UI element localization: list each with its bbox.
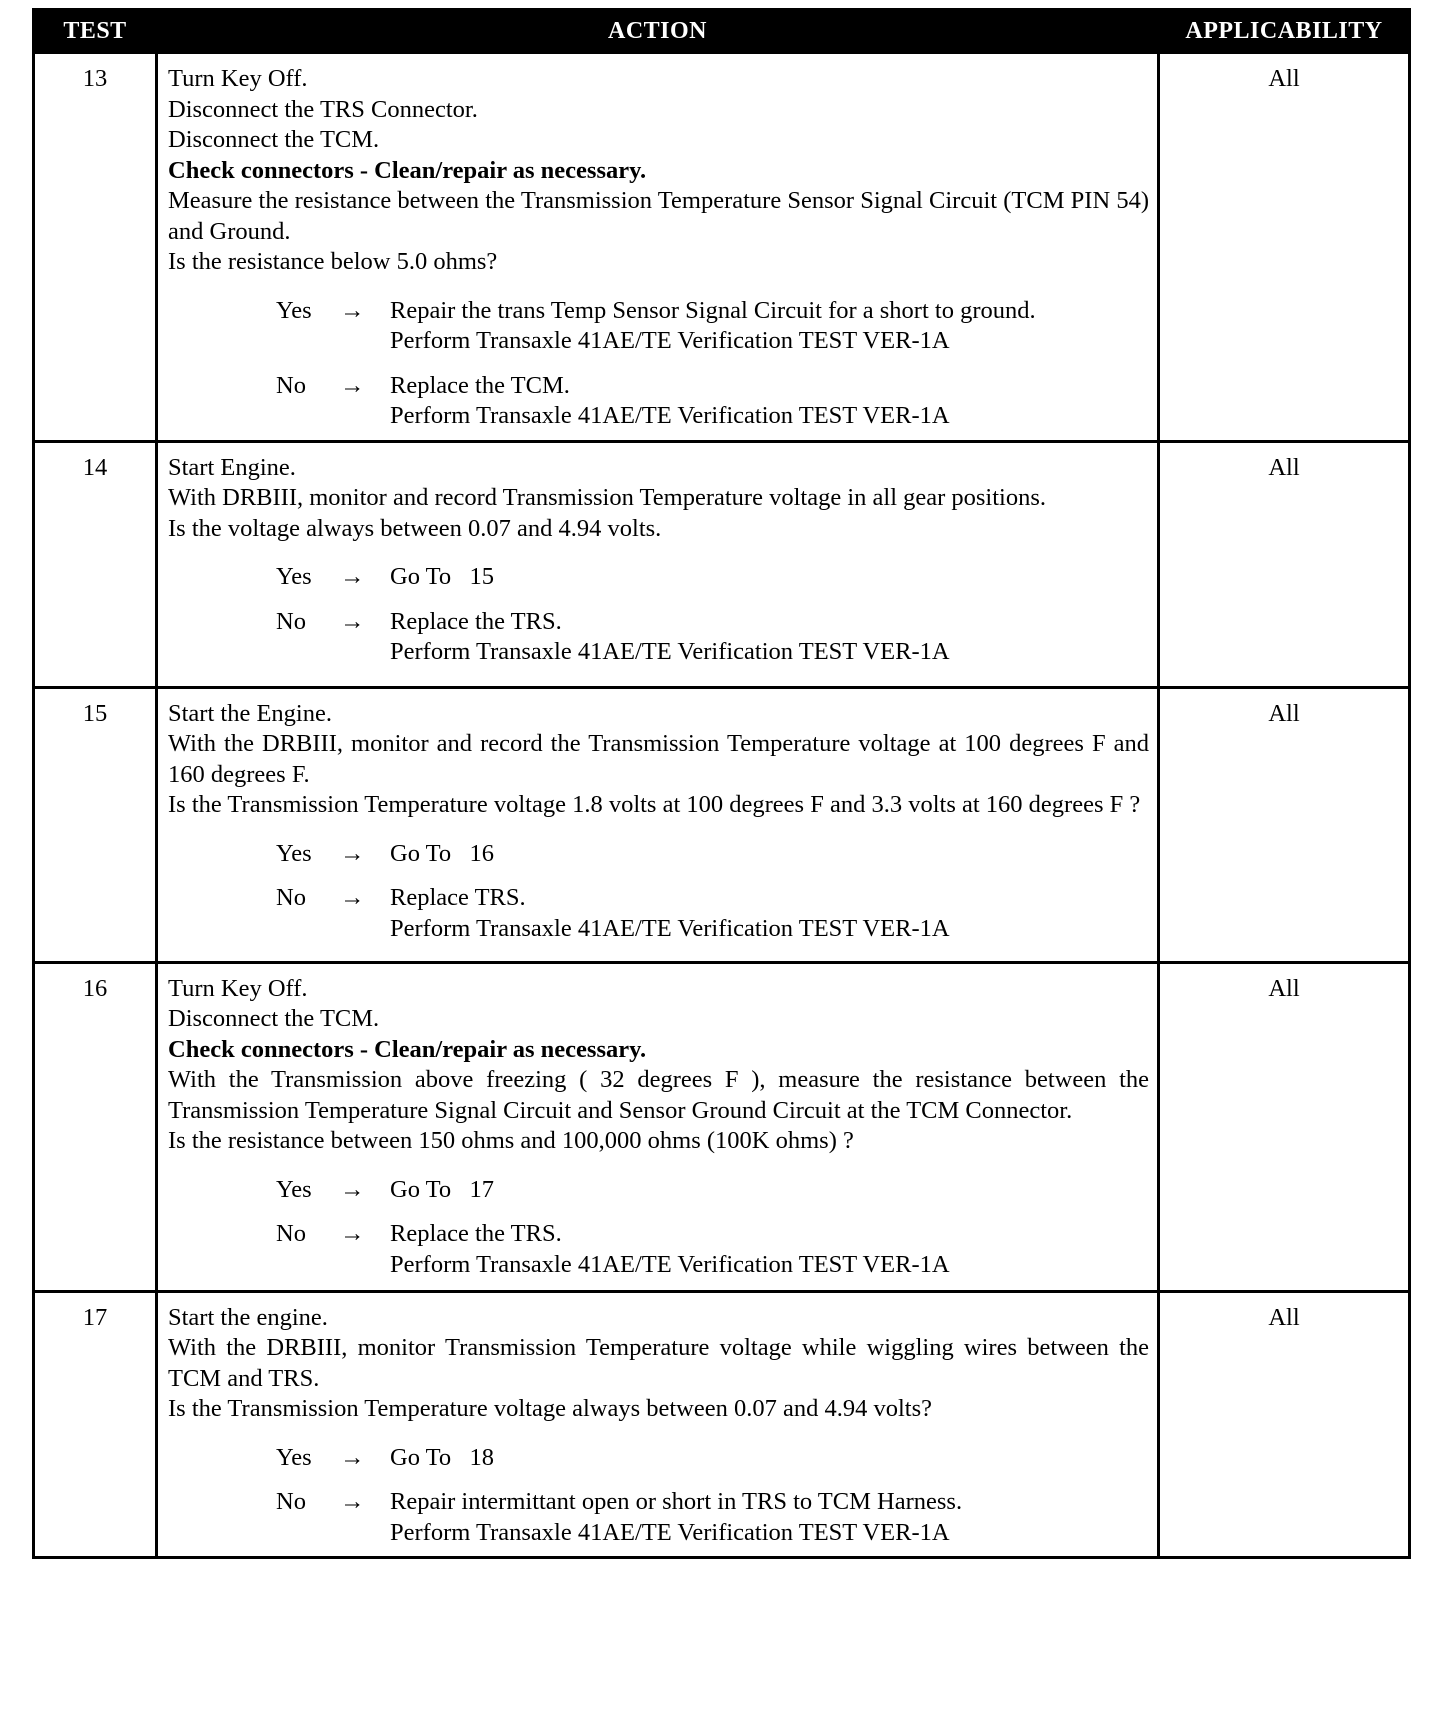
action-instruction: Measure the resistance between the Transmission Temperature Sensor Signal Circuit (TCM PIN 54) and Ground.	[168, 187, 1149, 245]
result-line: Replace the TRS.	[390, 1220, 562, 1247]
diagnostic-table	[32, 8, 1411, 1559]
test-number: 13	[34, 53, 157, 442]
test-number: 16	[34, 962, 157, 1291]
test-row-15	[34, 687, 1410, 962]
branch-result	[390, 562, 1149, 593]
branch-yes	[168, 1175, 1149, 1206]
result-line: Perform Transaxle 41AE/TE Verification TEST VER-1A	[390, 327, 950, 354]
test-row-17	[34, 1291, 1410, 1558]
result-line: Replace the TCM.	[390, 371, 570, 399]
action-instruction: Disconnect the TCM.	[168, 126, 380, 153]
diagnostic-table-sheet	[32, 8, 1408, 1559]
right-arrow-icon: →	[340, 296, 365, 324]
action-cell	[157, 687, 1159, 962]
result-line: Perform Transaxle 41AE/TE Verification TEST VER-1A	[390, 638, 950, 665]
branch-result	[390, 1487, 1149, 1548]
right-arrow-icon: →	[340, 1443, 365, 1471]
right-arrow-icon: →	[340, 1175, 365, 1203]
test-number: 17	[34, 1291, 157, 1558]
test-row-16	[34, 962, 1410, 1291]
result-line: Go To 15	[390, 563, 495, 590]
action-instruction-bold: Check connectors - Clean/repair as necessary.	[168, 156, 647, 184]
result-line: Repair intermittant open or short in TRS to TCM Harness.	[390, 1488, 963, 1515]
branch-no	[168, 371, 1149, 432]
action-instruction: Is the Transmission Temperature voltage always between 0.07 and 4.94 volts?	[168, 1395, 932, 1422]
right-arrow-icon: →	[340, 884, 365, 911]
result-line: Go To 18	[390, 1443, 495, 1471]
action-instruction: Turn Key Off.	[168, 974, 308, 1002]
right-arrow-icon: →	[340, 371, 365, 399]
branch-yes	[168, 562, 1149, 593]
action-cell	[157, 441, 1159, 687]
applicability-value: All	[1159, 1291, 1410, 1558]
action-cell	[157, 53, 1159, 442]
branch-yes	[168, 1443, 1149, 1474]
action-instruction-bold: Check connectors - Clean/repair as necessary.	[168, 1035, 647, 1063]
result-line: Repair the trans Temp Sensor Signal Circuit for a short to ground.	[390, 296, 1036, 324]
branch-result	[390, 1443, 1149, 1474]
branch-result	[390, 1219, 1149, 1280]
branch-no	[168, 1487, 1149, 1548]
test-row-14	[34, 441, 1410, 687]
action-instruction: Start Engine.	[168, 453, 296, 481]
header-test: TEST	[34, 10, 157, 53]
branch-answer: No	[276, 607, 306, 635]
table-header-row	[34, 10, 1410, 53]
branch-answer: Yes	[276, 563, 312, 590]
action-instruction: Is the voltage always between 0.07 and 4.94 volts.	[168, 514, 662, 542]
branch-yes	[168, 296, 1149, 357]
branch-answer: No	[276, 371, 306, 399]
action-cell	[157, 1291, 1159, 1558]
branch-result	[390, 371, 1149, 432]
result-line: Perform Transaxle 41AE/TE Verification TEST VER-1A	[390, 402, 950, 429]
branch-result	[390, 296, 1149, 357]
branch-yes	[168, 839, 1149, 870]
right-arrow-icon: →	[340, 607, 365, 635]
right-arrow-icon: →	[340, 1220, 365, 1247]
action-instruction: Is the resistance below 5.0 ohms?	[168, 248, 498, 275]
result-line: Go To 17	[390, 1175, 495, 1203]
test-number: 15	[34, 687, 157, 962]
branch-no	[168, 607, 1149, 668]
action-instruction: With DRBIII, monitor and record Transmission Temperature voltage in all gear positions.	[168, 484, 1047, 511]
branch-answer: Yes	[276, 296, 312, 324]
applicability-value: All	[1159, 687, 1410, 962]
branch-result	[390, 607, 1149, 668]
branch-no	[168, 1219, 1149, 1280]
result-line: Replace TRS.	[390, 884, 526, 911]
branch-no	[168, 883, 1149, 944]
result-line: Perform Transaxle 41AE/TE Verification TEST VER-1A	[390, 914, 950, 942]
applicability-value: All	[1159, 441, 1410, 687]
action-instruction: With the DRBIII, monitor Transmission Temperature voltage while wiggling wires between the TCM and TRS.	[168, 1334, 1149, 1392]
action-instruction: Start the Engine.	[168, 699, 332, 727]
action-instruction: Is the resistance between 150 ohms and 100,000 ohms (100K ohms) ?	[168, 1127, 854, 1154]
action-instruction: Is the Transmission Temperature voltage 1.8 volts at 100 degrees F and 3.3 volts at 160 degrees F ?	[168, 791, 1141, 818]
applicability-value: All	[1159, 962, 1410, 1291]
branch-result	[390, 839, 1149, 870]
action-instruction: With the Transmission above freezing ( 32 degrees F ), measure the resistance between the Transmission Temperature Signal Circuit and Sensor Ground Circuit at the TCM Connector.	[168, 1066, 1149, 1124]
applicability-value: All	[1159, 53, 1410, 442]
result-line: Perform Transaxle 41AE/TE Verification TEST VER-1A	[390, 1250, 950, 1278]
branch-answer: Yes	[276, 839, 312, 867]
result-line: Go To 16	[390, 839, 495, 867]
action-instruction: Disconnect the TCM.	[168, 1005, 380, 1032]
header-action: ACTION	[157, 10, 1159, 53]
result-line: Replace the TRS.	[390, 607, 562, 635]
branch-answer: Yes	[276, 1175, 312, 1203]
branch-answer: No	[276, 884, 306, 911]
branch-answer: No	[276, 1220, 306, 1247]
branch-answer: Yes	[276, 1443, 312, 1471]
right-arrow-icon: →	[340, 839, 365, 867]
test-number: 14	[34, 441, 157, 687]
header-applicability: APPLICABILITY	[1159, 10, 1410, 53]
branch-result	[390, 883, 1149, 944]
right-arrow-icon: →	[340, 563, 365, 590]
action-cell	[157, 962, 1159, 1291]
result-line: Perform Transaxle 41AE/TE Verification TEST VER-1A	[390, 1518, 950, 1546]
action-instruction: Start the engine.	[168, 1303, 328, 1331]
action-instruction: With the DRBIII, monitor and record the Transmission Temperature voltage at 100 degrees F and 160 degrees F.	[168, 730, 1149, 788]
right-arrow-icon: →	[340, 1488, 365, 1515]
test-row-13	[34, 53, 1410, 442]
action-instruction: Disconnect the TRS Connector.	[168, 95, 478, 123]
action-instruction: Turn Key Off.	[168, 65, 308, 92]
branch-result	[390, 1175, 1149, 1206]
branch-answer: No	[276, 1488, 306, 1515]
table-body	[34, 53, 1410, 1558]
